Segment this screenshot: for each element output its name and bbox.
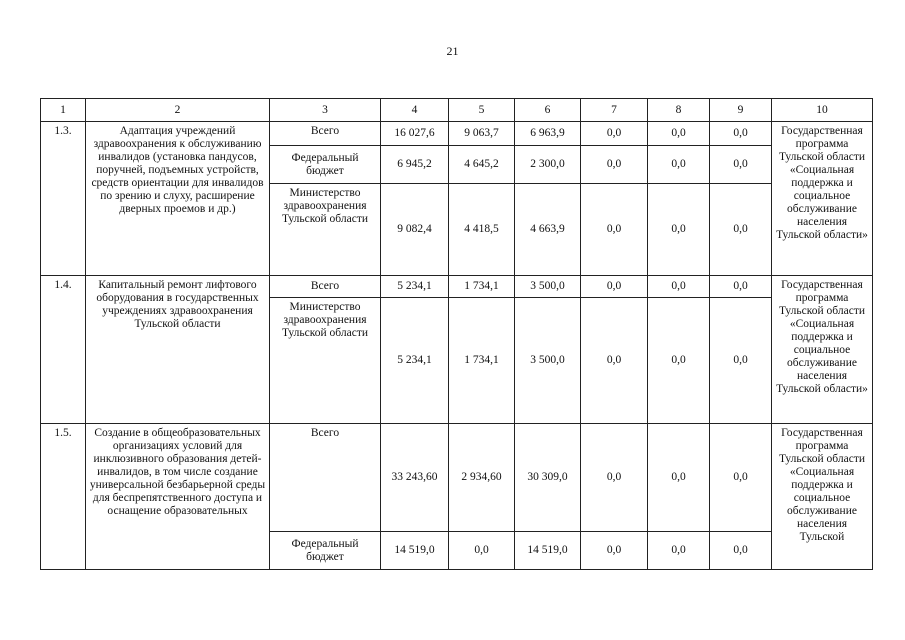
value-cell: 0,0 (710, 122, 772, 146)
value-cell: 0,0 (648, 122, 710, 146)
value-cell: 0,0 (710, 424, 772, 532)
value-cell: 9 063,7 (449, 122, 515, 146)
value-cell: 0,0 (710, 184, 772, 276)
value-cell: 0,0 (710, 276, 772, 298)
page-number: 21 (446, 44, 459, 58)
value-cell: 30 309,0 (515, 424, 581, 532)
budget-table (40, 98, 873, 570)
row-number: 1.5. (41, 424, 86, 570)
header-cell: 10 (772, 99, 873, 122)
measure-description: Капитальный ремонт лифтового оборудования в государственных учреждениях здравоохранения Тульской области (86, 276, 270, 424)
value-cell: 0,0 (648, 146, 710, 184)
row-number: 1.3. (41, 122, 86, 276)
value-cell: 9 082,4 (381, 184, 449, 276)
value-cell: 4 645,2 (449, 146, 515, 184)
value-cell: 0,0 (710, 298, 772, 424)
value-cell: 0,0 (710, 532, 772, 570)
funding-source: Министерство здравоохранения Тульской области (270, 298, 381, 424)
value-cell: 0,0 (710, 146, 772, 184)
funding-source: Всего (270, 122, 381, 146)
funding-source: Всего (270, 276, 381, 298)
table-row (41, 276, 873, 298)
state-program: Государственная программа Тульской области «Социальная поддержка и социальное обслуживание населения Тульской области» (772, 122, 873, 276)
measure-description: Создание в общеобразовательных организациях условий для инклюзивного образования детей-инвалидов, в том числе создание универсальной безбарьерной среды для беспрепятственного доступа и оснащение образовательных (86, 424, 270, 570)
value-cell: 14 519,0 (515, 532, 581, 570)
value-cell: 2 300,0 (515, 146, 581, 184)
value-cell: 0,0 (648, 424, 710, 532)
value-cell: 0,0 (581, 298, 648, 424)
value-cell: 3 500,0 (515, 276, 581, 298)
value-cell: 6 945,2 (381, 146, 449, 184)
funding-source: Всего (270, 424, 381, 532)
row-number: 1.4. (41, 276, 86, 424)
value-cell: 6 963,9 (515, 122, 581, 146)
value-cell: 0,0 (648, 276, 710, 298)
header-cell: 4 (381, 99, 449, 122)
table-header-row (41, 99, 873, 122)
value-cell: 0,0 (648, 532, 710, 570)
value-cell: 0,0 (581, 424, 648, 532)
value-cell: 0,0 (581, 184, 648, 276)
header-cell: 1 (41, 99, 86, 122)
state-program: Государственная программа Тульской области «Социальная поддержка и социальное обслуживание населения Тульской (772, 424, 873, 570)
value-cell: 1 734,1 (449, 298, 515, 424)
measure-description: Адаптация учреждений здравоохранения к обслуживанию инвалидов (установка пандусов, поручней, подъемных устройств, средств ориентации для инвалидов по зрению и слуху, расширение дверных проемов и др.) (86, 122, 270, 276)
value-cell: 1 734,1 (449, 276, 515, 298)
value-cell: 0,0 (581, 146, 648, 184)
value-cell: 0,0 (581, 276, 648, 298)
state-program: Государственная программа Тульской области «Социальная поддержка и социальное обслуживание населения Тульской области» (772, 276, 873, 424)
value-cell: 33 243,60 (381, 424, 449, 532)
header-cell: 9 (710, 99, 772, 122)
table-row (41, 122, 873, 146)
table-row (41, 424, 873, 532)
header-cell: 2 (86, 99, 270, 122)
funding-source: Министерство здравоохранения Тульской области (270, 184, 381, 276)
value-cell: 0,0 (648, 184, 710, 276)
value-cell: 5 234,1 (381, 276, 449, 298)
header-cell: 8 (648, 99, 710, 122)
value-cell: 4 663,9 (515, 184, 581, 276)
value-cell: 0,0 (449, 532, 515, 570)
header-cell: 3 (270, 99, 381, 122)
header-cell: 5 (449, 99, 515, 122)
funding-source: Федеральный бюджет (270, 532, 381, 570)
value-cell: 2 934,60 (449, 424, 515, 532)
funding-source: Федеральный бюджет (270, 146, 381, 184)
value-cell: 5 234,1 (381, 298, 449, 424)
header-cell: 6 (515, 99, 581, 122)
value-cell: 3 500,0 (515, 298, 581, 424)
value-cell: 0,0 (648, 298, 710, 424)
value-cell: 16 027,6 (381, 122, 449, 146)
value-cell: 0,0 (581, 122, 648, 146)
value-cell: 14 519,0 (381, 532, 449, 570)
header-cell: 7 (581, 99, 648, 122)
value-cell: 0,0 (581, 532, 648, 570)
value-cell: 4 418,5 (449, 184, 515, 276)
